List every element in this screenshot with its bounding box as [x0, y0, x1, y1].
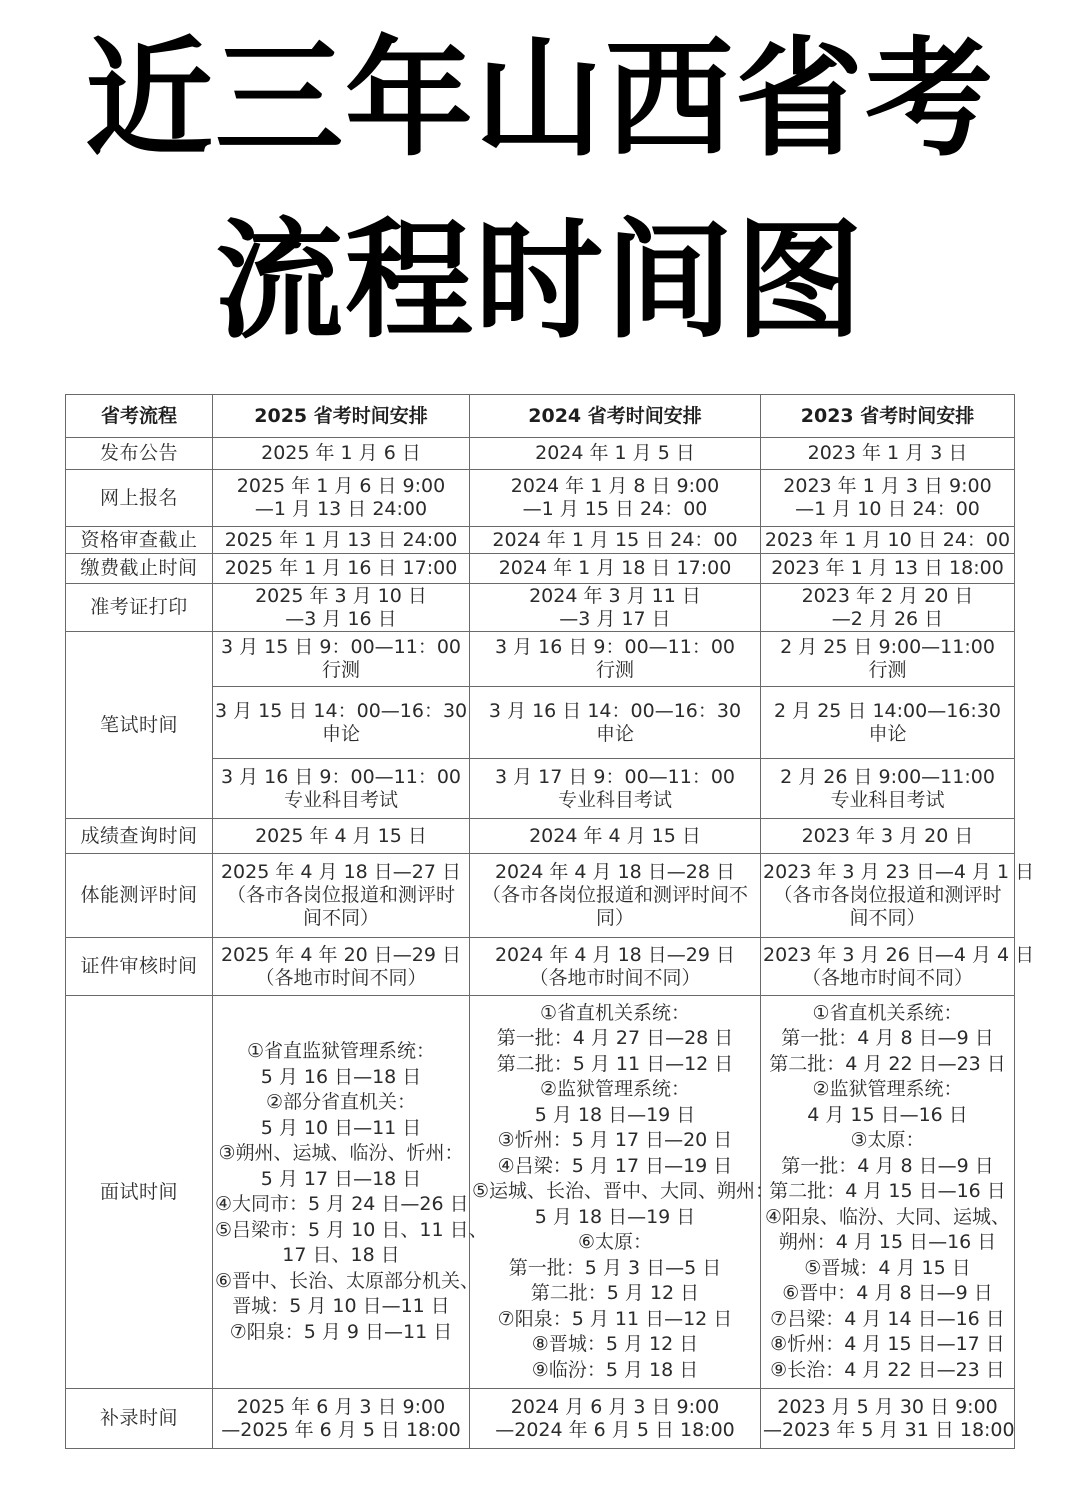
table-row-payment-deadline [66, 554, 1015, 584]
cell-2025: 2025 年 6 月 3 日 9:00 —2025 年 6 月 5 日 18:00 [213, 1389, 470, 1449]
stage-label: 笔试时间 [66, 632, 213, 819]
table-row-qualification-deadline [66, 527, 1015, 554]
stage-label: 发布公告 [66, 438, 213, 470]
exam-schedule-table [65, 394, 1035, 1449]
cell-2025: 2025 年 3 月 10 日 —3 月 16 日 [213, 584, 470, 632]
cell-2025: 2025 年 4 年 20 日—29 日 （各地市时间不同） [213, 938, 470, 996]
stage-label: 缴费截止时间 [66, 554, 213, 584]
table-row-document-review [66, 938, 1015, 996]
header-2025: 2025 省考时间安排 [213, 395, 470, 438]
cell-2024: 2024 年 4 月 15 日 [470, 819, 761, 854]
header-2024: 2024 省考时间安排 [470, 395, 761, 438]
cell-2023: ①省直机关系统： 第一批：4 月 8 日—9 日 第二批：4 月 22 日—23 日 ②监狱管理系统： 4 月 15 日—16 日 ③太原： 第一批：4 月 8 日—9 日 第二批：4 月 15 日—16 日 ④阳泉、临汾、大同、运城、 朔州：4 月 15 日—16 日 ⑤晋城：4 月 15 日 ⑥晋中：4 月 8 日—9 日 ⑦吕梁：4 月 14 日—16 日 ⑧忻州：4 月 15 日—17 日 ⑨长治：4 月 22 日—23 日 [761, 996, 1015, 1389]
cell-2025: 2025 年 1 月 6 日 [213, 438, 470, 470]
cell-2024: 2024 年 3 月 11 日 —3 月 17 日 [470, 584, 761, 632]
stage-label: 资格审查截止 [66, 527, 213, 554]
cell-2023: 2023 年 1 月 13 日 18:00 [761, 554, 1015, 584]
cell-2024: 3 月 16 日 9：00—11：00 行测 [470, 632, 761, 687]
cell-2024: 2024 年 1 月 15 日 24：00 [470, 527, 761, 554]
cell-2024: 2024 年 4 月 18 日—28 日 （各市各岗位报道和测评时间不 同） [470, 854, 761, 938]
cell-2025: 2025 年 4 月 15 日 [213, 819, 470, 854]
cell-2024: 2024 年 1 月 8 日 9:00 —1 月 15 日 24：00 [470, 470, 761, 527]
cell-2023: 2023 月 5 月 30 日 9:00 —2023 年 5 月 31 日 18:00 [761, 1389, 1015, 1449]
cell-2023: 2 月 25 日 9:00—11:00 行测 [761, 632, 1015, 687]
table-row-fitness-test [66, 854, 1015, 938]
cell-2024: 2024 月 6 月 3 日 9:00 —2024 年 6 月 5 日 18:00 [470, 1389, 761, 1449]
cell-2024: 3 月 16 日 14：00—16：30 申论 [470, 687, 761, 759]
cell-2025: 2025 年 1 月 6 日 9:00 —1 月 13 日 24:00 [213, 470, 470, 527]
cell-2023: 2023 年 1 月 3 日 [761, 438, 1015, 470]
stage-label: 成绩查询时间 [66, 819, 213, 854]
cell-2024: 2024 年 1 月 18 日 17:00 [470, 554, 761, 584]
cell-2023: 2023 年 3 月 20 日 [761, 819, 1015, 854]
table-row-announcement [66, 438, 1015, 470]
cell-2024: 2024 年 4 月 18 日—29 日 （各地市时间不同） [470, 938, 761, 996]
table-row-registration [66, 470, 1015, 527]
cell-2024: ①省直机关系统： 第一批：4 月 27 日—28 日 第二批：5 月 11 日—12 日 ②监狱管理系统： 5 月 18 日—19 日 ③忻州：5 月 17 日—20 日 ④吕梁：5 月 17 日—19 日 ⑤运城、长治、晋中、大同、朔州： 5 月 18 日—19 日 ⑥太原： 第一批：5 月 3 日—5 日 第二批：5 月 12 日 ⑦阳泉：5 月 11 日—12 日 ⑧晋城：5 月 12 日 ⑨临汾：5 月 18 日 [470, 996, 761, 1389]
header-2023: 2023 省考时间安排 [761, 395, 1015, 438]
cell-2025: 3 月 15 日 9：00—11：00 行测 [213, 632, 470, 687]
cell-2023: 2 月 26 日 9:00—11:00 专业科目考试 [761, 759, 1015, 819]
header-stage: 省考流程 [66, 395, 213, 438]
cell-2023: 2023 年 3 月 23 日—4 月 1 日 （各市各岗位报道和测评时 间不同） [761, 854, 1015, 938]
cell-2025: 2025 年 1 月 13 日 24:00 [213, 527, 470, 554]
table-row-supplementary [66, 1389, 1015, 1449]
table-header-row [66, 395, 1015, 438]
stage-label: 体能测评时间 [66, 854, 213, 938]
cell-2025: ①省直监狱管理系统： 5 月 16 日—18 日 ②部分省直机关： 5 月 10 日—11 日 ③朔州、运城、临汾、忻州： 5 月 17 日—18 日 ④大同市：5 月 24 日—26 日 ⑤吕梁市：5 月 10 日、11 日、 17 日、18 日 ⑥晋中、长治、太原部分机关、 晋城：5 月 10 日—11 日 ⑦阳泉：5 月 9 日—11 日 [213, 996, 470, 1389]
cell-2025: 3 月 15 日 14：00—16：30 申论 [213, 687, 470, 759]
cell-2023: 2023 年 1 月 3 日 9:00 —1 月 10 日 24：00 [761, 470, 1015, 527]
cell-2023: 2023 年 3 月 26 日—4 月 4 日 （各地市时间不同） [761, 938, 1015, 996]
cell-2023: 2023 年 2 月 20 日 —2 月 26 日 [761, 584, 1015, 632]
cell-2025: 2025 年 1 月 16 日 17:00 [213, 554, 470, 584]
page-title-line-1: 近三年山西省考 [84, 25, 995, 174]
table-row-admission-ticket [66, 584, 1015, 632]
cell-2024: 2024 年 1 月 5 日 [470, 438, 761, 470]
page-title-line-2: 流程时间图 [214, 207, 865, 356]
table-row-written-exam-session-1 [66, 632, 1015, 687]
table-row-interview [66, 996, 1015, 1389]
stage-label: 准考证打印 [66, 584, 213, 632]
stage-label: 证件审核时间 [66, 938, 213, 996]
stage-label: 补录时间 [66, 1389, 213, 1449]
cell-2024: 3 月 17 日 9：00—11：00 专业科目考试 [470, 759, 761, 819]
cell-2025: 2025 年 4 月 18 日—27 日 （各市各岗位报道和测评时 间不同） [213, 854, 470, 938]
table-row-score-query [66, 819, 1015, 854]
stage-label: 面试时间 [66, 996, 213, 1389]
cell-2023: 2 月 25 日 14:00—16:30 申论 [761, 687, 1015, 759]
stage-label: 网上报名 [66, 470, 213, 527]
cell-2025: 3 月 16 日 9：00—11：00 专业科目考试 [213, 759, 470, 819]
cell-2023: 2023 年 1 月 10 日 24：00 [761, 527, 1015, 554]
